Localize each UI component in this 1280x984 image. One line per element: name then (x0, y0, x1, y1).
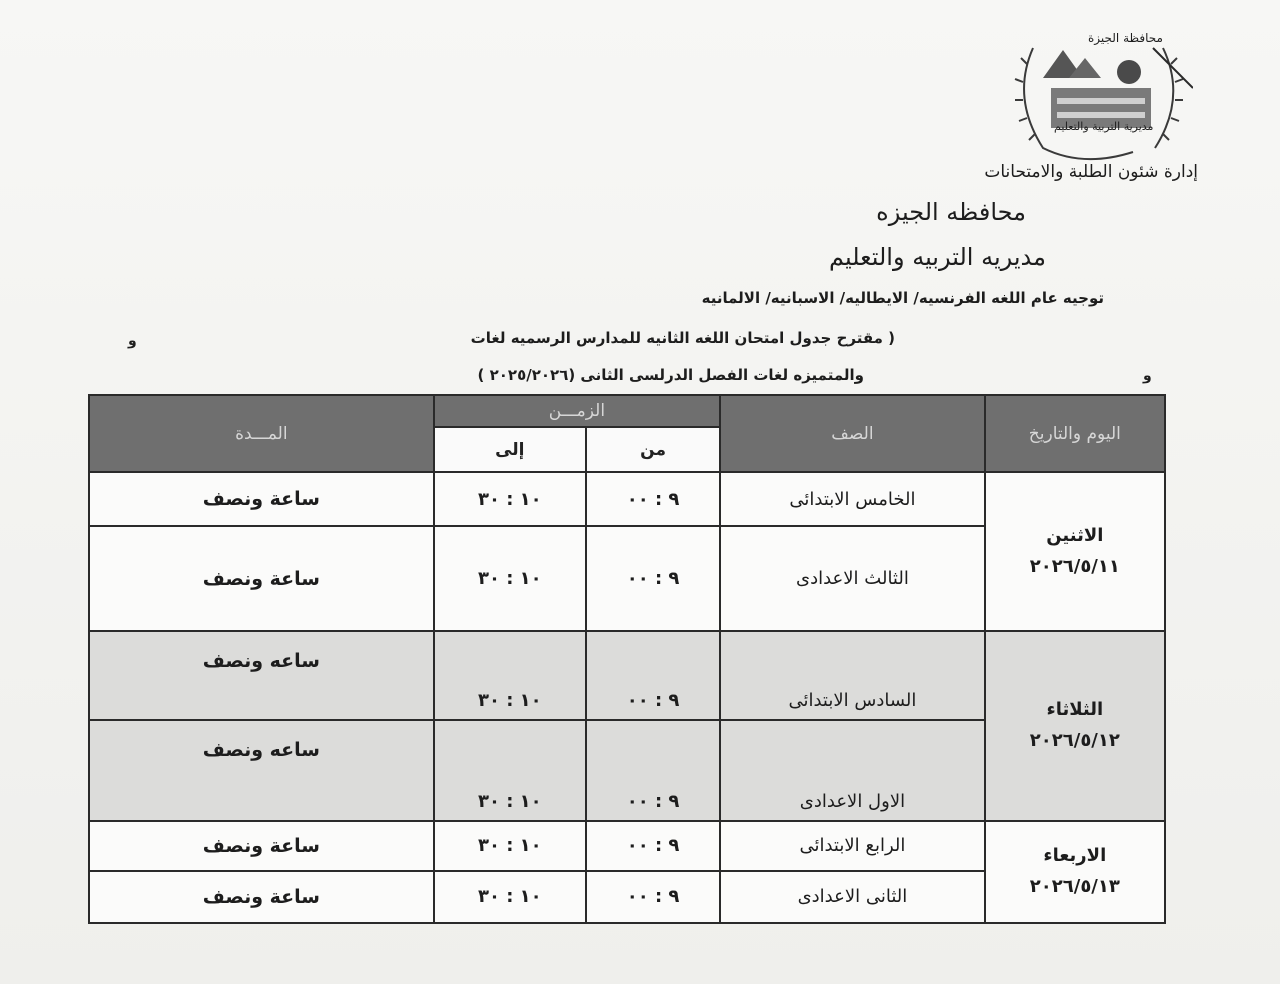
table-row (89, 631, 1165, 720)
grade-cell: الثانى الاعدادى (720, 871, 984, 923)
exam-schedule-table (88, 394, 1166, 924)
day-name: الاثنين (1046, 524, 1104, 546)
grade-cell: الرابع الابتدائى (720, 821, 984, 871)
from-time-cell: ٩ : ٠٠ (586, 871, 720, 923)
grade-cell: الخامس الابتدائى (720, 472, 984, 526)
department-name: إدارة شئون الطلبة والامتحانات (984, 162, 1198, 182)
duration-cell: ساعة ونصف (89, 526, 434, 630)
duration-cell: ساعة ونصف (89, 821, 434, 871)
from-time-cell: ٩ : ٠٠ (586, 821, 720, 871)
day-date: ٢٠٢٦/٥/١١ (1029, 555, 1120, 577)
directorate-title: مديريه التربيه والتعليم (829, 243, 1046, 271)
day-date: ٢٠٢٦/٥/١٣ (1029, 875, 1120, 897)
header-grade: الصف (720, 395, 984, 472)
stray-mark-left: و (128, 333, 137, 349)
table-row (89, 472, 1165, 526)
day-date: ٢٠٢٦/٥/١٢ (1029, 729, 1120, 751)
header-row-top (89, 395, 1165, 427)
duration-cell: ساعة ونصف (89, 871, 434, 923)
grade-cell: الاول الاعدادى (720, 720, 984, 820)
giza-seal-icon (1003, 28, 1193, 168)
to-time-cell: ١٠ : ٣٠ (434, 821, 586, 871)
header-day-date: اليوم والتاريخ (985, 395, 1165, 472)
to-time-cell: ١٠ : ٣٠ (434, 472, 586, 526)
stray-mark-right: و (1143, 368, 1152, 384)
proposal-title-line2: والمتميزه لغات الفصل الدرلسى الثانى (٢٠٢٥/٢٠٢٦ ) (477, 366, 864, 384)
duration-cell: ساعة ونصف (89, 472, 434, 526)
to-time-cell: ١٠ : ٣٠ (434, 631, 586, 720)
grade-cell: السادس الابتدائى (720, 631, 984, 720)
header-time: الزمـــن (434, 395, 721, 427)
to-time-cell: ١٠ : ٣٠ (434, 526, 586, 630)
grade-cell: الثالث الاعدادى (720, 526, 984, 630)
day-cell (985, 472, 1165, 631)
duration-cell: ساعه ونصف (89, 720, 434, 820)
table-row (89, 821, 1165, 871)
to-time-cell: ١٠ : ٣٠ (434, 720, 586, 820)
day-name: الاربعاء (1043, 845, 1107, 867)
duration-cell: ساعه ونصف (89, 631, 434, 720)
to-time-cell: ١٠ : ٣٠ (434, 871, 586, 923)
from-time-cell: ٩ : ٠٠ (586, 631, 720, 720)
from-time-cell: ٩ : ٠٠ (586, 472, 720, 526)
header-duration: المـــدة (89, 395, 434, 472)
from-time-cell: ٩ : ٠٠ (586, 526, 720, 630)
from-time-cell: ٩ : ٠٠ (586, 720, 720, 820)
header-from: من (586, 427, 720, 472)
seal-header-text: محافظة الجيزة (1088, 31, 1163, 45)
seal-footer-text: مديرية التربية والتعليم (1054, 120, 1154, 133)
proposal-title-line1: ( مقترح جدول امتحان اللغه الثانيه للمدارس الرسميه لغات (470, 329, 895, 347)
governorate-title: محافظه الجيزه (876, 198, 1026, 226)
day-cell (985, 821, 1165, 923)
day-cell (985, 631, 1165, 821)
guidance-line: توجيه عام اللغه الفرنسيه/ الايطاليه/ الاسبانيه/ الالمانيه (701, 289, 1104, 307)
header-to: إلى (434, 427, 586, 472)
day-name: الثلاثاء (1046, 699, 1104, 721)
